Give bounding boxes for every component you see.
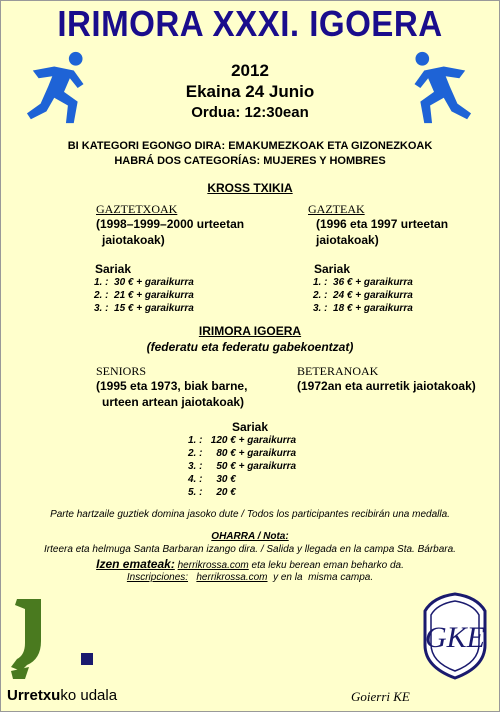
igoera-heading: IRIMORA IGOERA bbox=[198, 324, 302, 338]
registration-rest: eta leku berean eman beharko da. bbox=[248, 560, 404, 571]
crest-letters: GKE bbox=[425, 621, 485, 654]
inscriptions-label: Inscripciones: bbox=[126, 572, 189, 583]
registration-label: Izen emateak: bbox=[96, 557, 175, 571]
igoera-prizes-label: Sariak bbox=[232, 420, 269, 434]
inscriptions-rest: y en la misma campa. bbox=[267, 572, 374, 583]
kross-left-prize-3: 3. : 15 € + garaikurra bbox=[94, 303, 194, 314]
event-time: Ordua: 12:30ean bbox=[191, 104, 309, 121]
event-date: Ekaina 24 Junio bbox=[185, 82, 315, 101]
beteranoak-title: BETERANOAK bbox=[297, 364, 379, 378]
event-title: IRIMORA XXXI. IGOERA bbox=[57, 3, 443, 44]
note-line1: Irteera eta helmuga Santa Barbaran izango dira. / Salida y llegada en la campa Sta. Bárbara. bbox=[44, 544, 456, 555]
kross-heading: KROSS TXIKIA bbox=[207, 181, 293, 195]
kross-right-title: GAZTEAK bbox=[308, 202, 365, 216]
kross-right-prize-2: 2. : 24 € + garaikurra bbox=[313, 290, 413, 301]
categories-basque: BI KATEGORI EGONGO DIRA: EMAKUMEZKOAK ETA GIZONEZKOAK bbox=[67, 140, 433, 152]
seniors-desc2: urteen artean jaiotakoak) bbox=[102, 395, 245, 409]
kross-right-prize-1: 1. : 36 € + garaikurra bbox=[313, 277, 413, 288]
kross-left-prizes-label: Sariak bbox=[95, 262, 132, 276]
urretxu-logo-text bbox=[7, 687, 117, 704]
igoera-prize-5: 5. : 20 € bbox=[188, 487, 236, 498]
note-heading: OHARRA / Nota: bbox=[211, 531, 289, 542]
kross-right-prizes-label: Sariak bbox=[314, 262, 351, 276]
seniors-title: SENIORS bbox=[96, 364, 147, 378]
note-registration bbox=[1, 557, 499, 571]
kross-left-title: GAZTETXOAK bbox=[96, 202, 178, 216]
igoera-prize-1: 1. : 120 € + garaikurra bbox=[188, 435, 297, 446]
goierri-crest-icon bbox=[419, 591, 491, 681]
urretxu-logo-icon bbox=[7, 597, 99, 681]
urretxu-logo-bold: Urretxu bbox=[7, 687, 61, 704]
beteranoak-desc1: (1972an eta aurretik jaiotakoak) bbox=[297, 379, 476, 393]
note-inscriptions bbox=[1, 572, 499, 583]
kross-right-desc1: (1996 eta 1997 urteetan bbox=[316, 217, 449, 231]
kross-left-desc2: jaiotakoak) bbox=[102, 233, 165, 247]
igoera-prize-4: 4. : 30 € bbox=[188, 474, 236, 485]
medal-note: Parte hartzaile guztiek domina jasoko dute / Todos los participantes recibirán una medalla. bbox=[50, 509, 450, 520]
igoera-prize-2: 2. : 80 € + garaikurra bbox=[188, 448, 297, 459]
kross-left-desc1: (1998–1999–2000 urteetan bbox=[96, 217, 245, 231]
seniors-desc1: (1995 eta 1973, biak barne, bbox=[96, 379, 248, 393]
kross-left-prize-2: 2. : 21 € + garaikurra bbox=[94, 290, 194, 301]
kross-right-desc2: jaiotakoak) bbox=[316, 233, 379, 247]
urretxu-logo-rest: ko udala bbox=[60, 687, 118, 704]
goierri-logo-text: Goierri KE bbox=[351, 689, 410, 704]
igoera-prize-3: 3. : 50 € + garaikurra bbox=[188, 461, 297, 472]
inscriptions-link[interactable]: herrikrossa.com bbox=[196, 572, 268, 583]
kross-right-prize-3: 3. : 18 € + garaikurra bbox=[313, 303, 413, 314]
kross-left-prize-1: 1. : 30 € + garaikurra bbox=[94, 277, 194, 288]
igoera-subheading: (federatu eta federatu gabekoentzat) bbox=[146, 340, 354, 354]
event-year: 2012 bbox=[231, 61, 269, 80]
categories-spanish: HABRÁ DOS CATEGORÍAS: MUJERES Y HOMBRES bbox=[114, 155, 386, 167]
registration-link[interactable]: herrikrossa.com bbox=[177, 560, 249, 571]
